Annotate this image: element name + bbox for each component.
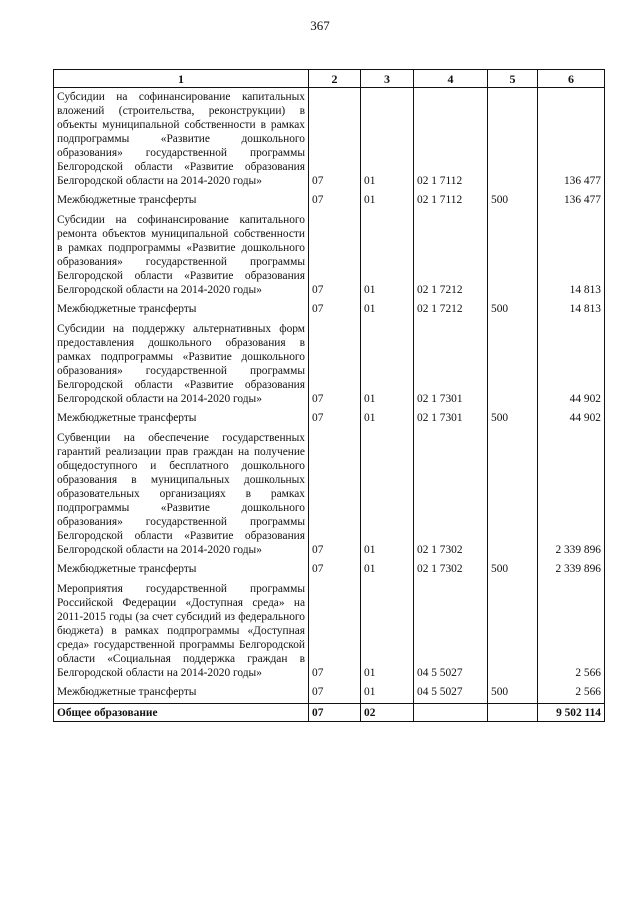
row-target-code: 02 1 7112 — [414, 88, 488, 189]
total-subsection: 02 — [361, 704, 414, 722]
row-section: 07 — [309, 406, 361, 429]
row-description: Мероприятия государственной программы Российской Федерации «Доступная среда» на 2011-2015 годы (за счет субсидий из федерального бюджета) в рамках подпрограммы «Доступная среда» государственной программы Белгородской области «Социальная поддержка граждан в Белгородской области на 2014-2020 годы» — [54, 580, 309, 680]
row-subsection: 01 — [361, 680, 414, 704]
row-subsection: 01 — [361, 320, 414, 406]
row-expense-type — [488, 580, 538, 680]
header-col-4: 4 — [414, 70, 488, 88]
table-row — [54, 320, 605, 406]
table-row — [54, 188, 605, 211]
row-expense-type: 500 — [488, 297, 538, 320]
row-description: Субсидии на софинансирование капитального ремонта объектов муниципальной собственности в рамках подпрограммы «Развитие дошкольного образования» государственной программы Белгородской области «Развитие образования Белгородской области на 2014-2020 годы» — [54, 211, 309, 297]
row-subsection: 01 — [361, 297, 414, 320]
row-section: 07 — [309, 320, 361, 406]
row-section: 07 — [309, 680, 361, 704]
row-target-code: 02 1 7301 — [414, 406, 488, 429]
table-row — [54, 429, 605, 557]
row-section: 07 — [309, 297, 361, 320]
header-col-2: 2 — [309, 70, 361, 88]
page-number: 367 — [310, 18, 330, 33]
row-section: 07 — [309, 557, 361, 580]
row-description: Межбюджетные трансферты — [54, 297, 309, 320]
row-subsection: 01 — [361, 557, 414, 580]
row-description: Межбюджетные трансферты — [54, 680, 309, 704]
row-target-code: 02 1 7301 — [414, 320, 488, 406]
row-amount: 2 339 896 — [538, 429, 605, 557]
row-expense-type: 500 — [488, 557, 538, 580]
row-amount: 136 477 — [538, 88, 605, 189]
row-section: 07 — [309, 429, 361, 557]
total-description: Общее образование — [54, 704, 309, 722]
row-amount: 2 339 896 — [538, 557, 605, 580]
total-expense-type — [488, 704, 538, 722]
header-col-1: 1 — [54, 70, 309, 88]
row-target-code: 02 1 7302 — [414, 557, 488, 580]
row-section: 07 — [309, 188, 361, 211]
row-section: 07 — [309, 211, 361, 297]
header-col-6: 6 — [538, 70, 605, 88]
row-amount: 14 813 — [538, 211, 605, 297]
table-row — [54, 557, 605, 580]
row-target-code: 02 1 7112 — [414, 188, 488, 211]
row-subsection: 01 — [361, 406, 414, 429]
row-description: Межбюджетные трансферты — [54, 406, 309, 429]
total-amount: 9 502 114 — [538, 704, 605, 722]
row-target-code: 04 5 5027 — [414, 580, 488, 680]
row-target-code: 02 1 7212 — [414, 297, 488, 320]
row-description: Субсидии на поддержку альтернативных форм предоставления дошкольного образования в рамках подпрограммы «Развитие дошкольного образования» государственной программы Белгородской области «Развитие образования Белгородской области на 2014-2020 годы» — [54, 320, 309, 406]
row-amount: 136 477 — [538, 188, 605, 211]
budget-table — [53, 69, 605, 722]
row-expense-type — [488, 320, 538, 406]
total-row — [54, 704, 605, 722]
total-section: 07 — [309, 704, 361, 722]
row-expense-type: 500 — [488, 188, 538, 211]
row-amount: 2 566 — [538, 680, 605, 704]
row-description: Субвенции на обеспечение государственных гарантий реализации прав граждан на получение общедоступного и бесплатного дошкольного образования в муниципальных дошкольных образовательных организациях в рамках подпрограммы «Развитие дошкольного образования» государственной программы Белгородской области «Развитие образования Белгородской области на 2014-2020 годы» — [54, 429, 309, 557]
row-expense-type — [488, 429, 538, 557]
table-row — [54, 406, 605, 429]
row-subsection: 01 — [361, 188, 414, 211]
row-description: Межбюджетные трансферты — [54, 557, 309, 580]
row-target-code: 02 1 7302 — [414, 429, 488, 557]
row-description: Субсидии на софинансирование капитальных вложений (строительства, реконструкции) в объекты муниципальной собственности в рамках подпрограммы «Развитие дошкольного образования» государственной программы Белгородской области «Развитие образования Белгородской области на 2014-2020 годы» — [54, 88, 309, 189]
row-description: Межбюджетные трансферты — [54, 188, 309, 211]
row-expense-type — [488, 88, 538, 189]
row-amount: 44 902 — [538, 320, 605, 406]
row-section: 07 — [309, 88, 361, 189]
row-expense-type: 500 — [488, 406, 538, 429]
header-row — [54, 70, 605, 88]
row-target-code: 02 1 7212 — [414, 211, 488, 297]
row-subsection: 01 — [361, 211, 414, 297]
header-col-5: 5 — [488, 70, 538, 88]
row-target-code: 04 5 5027 — [414, 680, 488, 704]
total-target-code — [414, 704, 488, 722]
table-row — [54, 211, 605, 297]
row-section: 07 — [309, 580, 361, 680]
table-row — [54, 680, 605, 704]
row-amount: 2 566 — [538, 580, 605, 680]
table-row — [54, 580, 605, 680]
row-subsection: 01 — [361, 88, 414, 189]
row-expense-type: 500 — [488, 680, 538, 704]
row-expense-type — [488, 211, 538, 297]
row-amount: 14 813 — [538, 297, 605, 320]
row-subsection: 01 — [361, 580, 414, 680]
header-col-3: 3 — [361, 70, 414, 88]
table-row — [54, 88, 605, 189]
row-amount: 44 902 — [538, 406, 605, 429]
row-subsection: 01 — [361, 429, 414, 557]
table-row — [54, 297, 605, 320]
